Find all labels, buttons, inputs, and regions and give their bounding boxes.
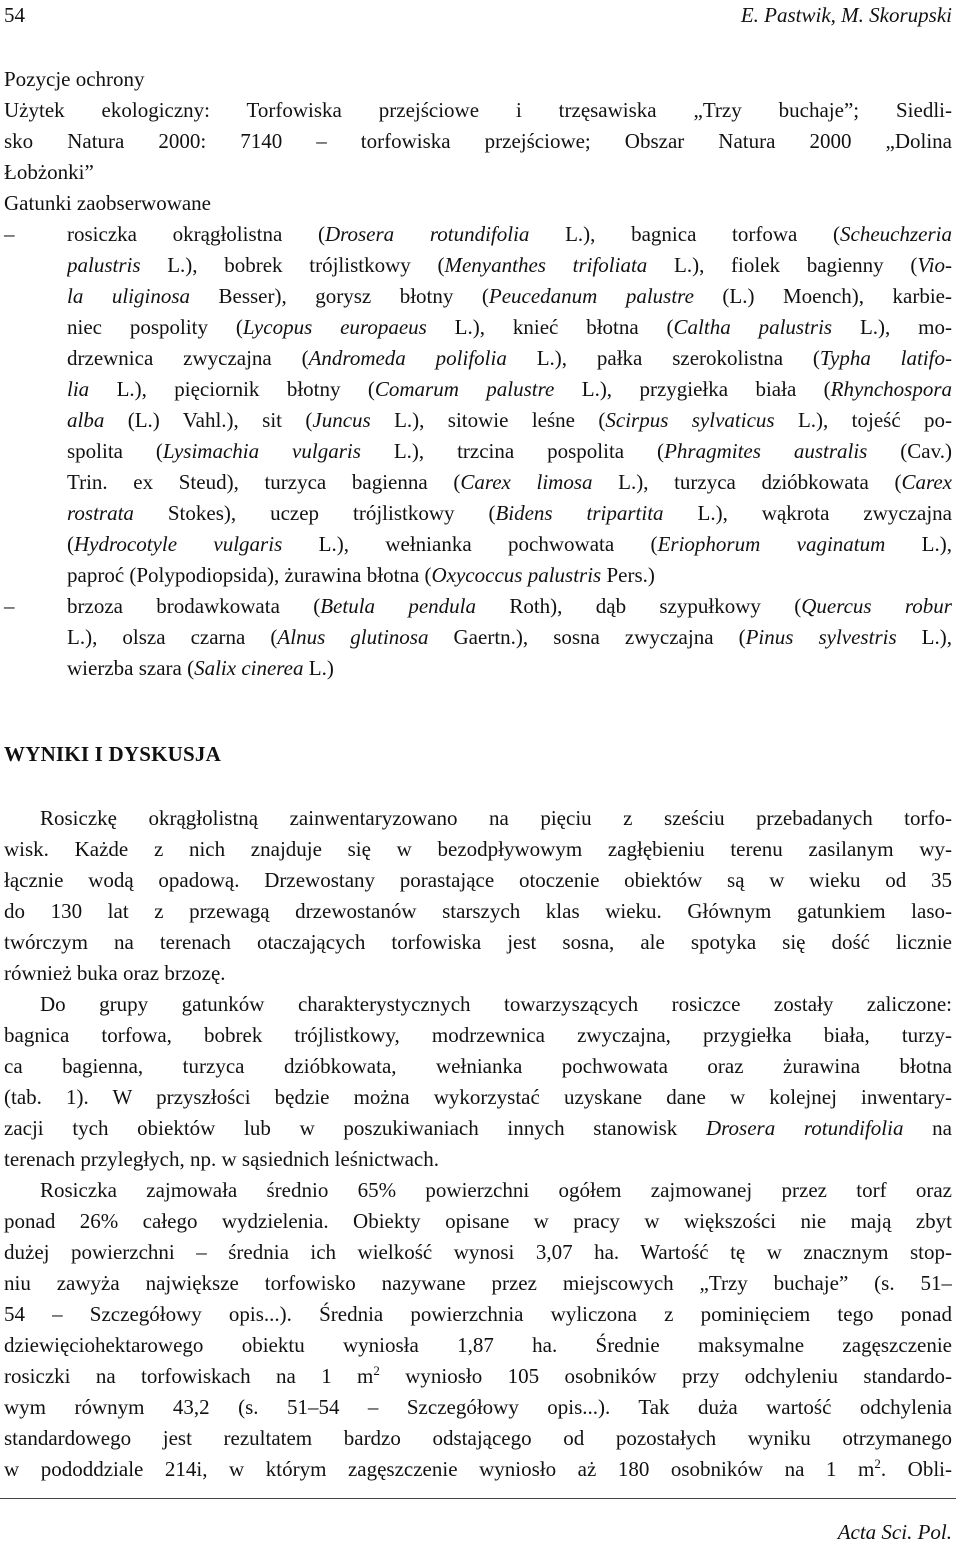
page-number: 54 — [4, 3, 25, 27]
footer-rule — [0, 1498, 956, 1499]
paragraph: Rosiczkę okrągłolistną zainwentaryzowano na pięciu z sześciu przebadanych torfo- wisk. Każde z nich znajduje się w bezodpływowym zagłębieniu terenu zasilanym wy- łącznie wodą opadową. Drzewostany porastające otoczenie obiektów są w wieku od 35 do 130 lat z przewagą drzewostanów starszych klas wieku. Głównym gatunkiem laso- twórczym na terenach otaczających torfowiska jest sosna, ale spotyka się dość licznie również buka oraz brzozę. — [4, 806, 952, 985]
species-title: Gatunki zaobserwowane — [4, 191, 212, 215]
site-description — [4, 64, 952, 684]
section-heading: WYNIKI I DYSKUSJA — [4, 742, 221, 766]
protection-line: Łobżonki” — [4, 160, 94, 184]
protection-title: Pozycje ochrony — [4, 67, 145, 91]
paragraph: Rosiczka zajmowała średnio 65% powierzchni ogółem zajmowanej przez torf oraz ponad 26% całego wydzielenia. Obiekty opisane w pracy w większości nie mają zbyt dużej powierzchni – średnia ich wielkość wynosi 3,07 ha. Wartość tę w znacznym stop- niu zawyża największe torfowisko nazywane przez miejscowych „Trzy buchaje” (s. 51– 54 – Szczegółowy opis...). Średnia powierzchnia wyliczona z pominięciem tego ponad dziewięciohektarowego obiektu wyniosła 1,87 ha. Średnie maksymalne zagęszczenie rosiczki na torfowiskach na 1 $m^2$ wyniosło 105 osobników przy odchyleniu standardo- wym równym 43,2 (s. 51–54 – Szczegółowy opis...). Tak duża wartość odchylenia standardowego jest rezultatem bardzo odstającego od pozostałych wyniku otrzymanego w pododdziale 214i, w którym zagęszczenie wyniosło aż 180 osobników na 1 $m^2$. Obli- — [4, 1178, 952, 1481]
paragraph: Do grupy gatunków charakterystycznych towarzyszących rosiczce zostały zaliczone: bagnica torfowa, bobrek trójlistkowy, modrzewnica zwyczajna, przygiełka biała, turzy- ca bagienna, turzyca dzióbkowata, wełnianka pochwowata oraz żurawina błotna (tab. 1). W przyszłości będzie można wykorzystać uzyskane dane w kolejnej inwentary- zacji tych obiektów lub w poszukiwaniach innych stanowisk Drosera rotundifolia na terenach przyległych, np. w sąsiednich leśnictwach. — [4, 992, 952, 1171]
results-text — [4, 803, 952, 1485]
running-header-authors: E. Pastwik, M. Skorupski — [740, 3, 952, 27]
species-list-herbs: – rosiczka okrągłolistna (Drosera rotundifolia L.), bagnica torfowa (Scheuchzeria palustris L.), bobrek trójlistkowy (Menyanthes trifoliata L.), fiolek bagienny (Vio- la uliginosa Besser), gorysz błotny (Peucedanum palustre (L.) Moench), karbie- niec pospolity (Lycopus europaeus L.), knieć błotna (Caltha palustris L.), mo- drzewnica zwyczajna (Andromeda polifolia L.), pałka szerokolistna (Typha latifo- lia L.), pięciornik błotny (Comarum palustre L.), przygiełka biała (Rhynchospora alba (L.) Vahl.), sit (Juncus L.), sitowie leśne (Scirpus sylvaticus L.), tojeść po- spolita (Lysimachia vulgaris L.), trzcina pospolita (Phragmites australis (Cav.) Trin. ex Steud), turzyca bagienna (Carex limosa L.), turzyca dzióbkowata (Carex rostrata Stokes), uczep trójlistkowy (Bidens tripartita L.), wąkrota zwyczajna (Hydrocotyle vulgaris L.), wełnianka pochwowata (Eriophorum vaginatum L.), paproć (Polypodiopsida), żurawina błotna (Oxycoccus palustris Pers.) — [4, 222, 952, 587]
journal-name: Acta Sci. Pol. — [837, 1520, 952, 1544]
running-header — [4, 2, 952, 28]
protection-line: Użytek ekologiczny: Torfowiska przejściowe i trzęsawiska „Trzy buchaje”; Siedli- — [4, 98, 952, 122]
protection-line: sko Natura 2000: 7140 – torfowiska przejściowe; Obszar Natura 2000 „Dolina — [4, 129, 952, 153]
species-list-trees: – brzoza brodawkowata (Betula pendula Roth), dąb szypułkowy (Quercus robur L.), olsza czarna (Alnus glutinosa Gaertn.), sosna zwyczajna (Pinus sylvestris L.), wierzba szara (Salix cinerea L.) — [4, 594, 952, 680]
